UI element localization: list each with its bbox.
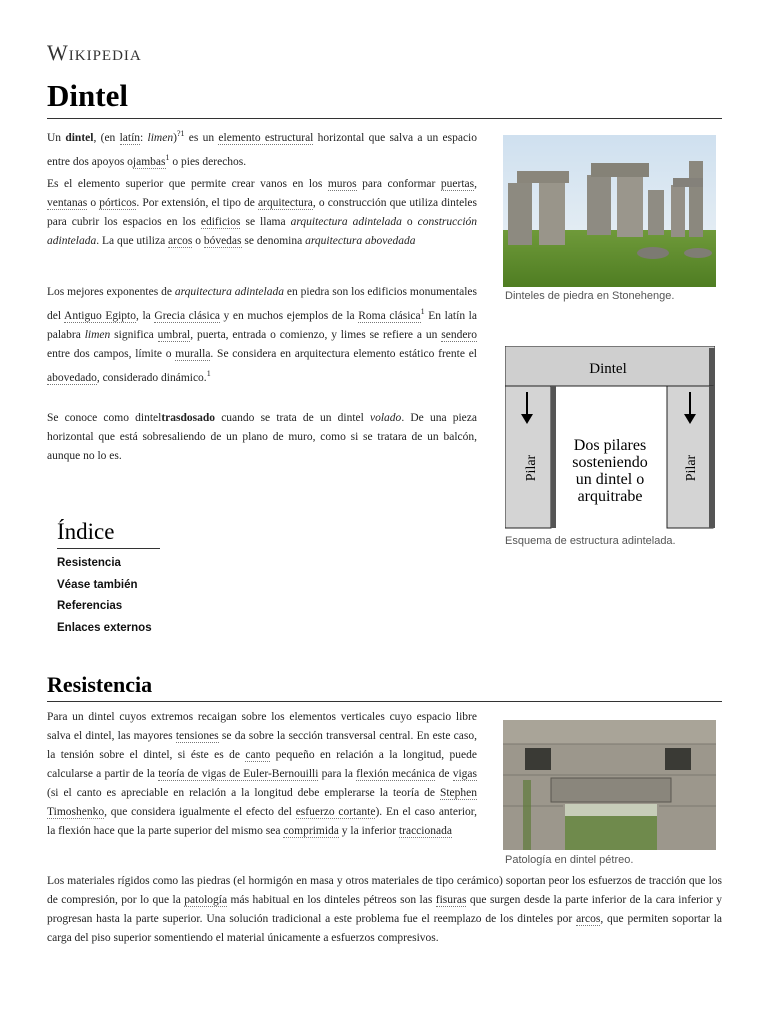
link-teoria-vigas[interactable]: teoría de vigas de Euler-Bernouilli xyxy=(158,768,319,780)
patologia-image[interactable] xyxy=(503,720,716,850)
link-porticos[interactable]: pórticos xyxy=(99,197,137,209)
link-comprimida[interactable]: comprimida xyxy=(283,825,339,837)
diagram-center-line-2: sosteniendo xyxy=(572,454,648,471)
link-traccionada[interactable]: traccionada xyxy=(398,825,452,837)
toc-divider xyxy=(57,548,160,549)
stonehenge-photo xyxy=(503,135,716,287)
lintel-diagram-figure xyxy=(505,346,715,530)
intro-paragraph-2: Es el elemento superior que permite crear vanos en los muros para conformar puertas, ventanas o pórticos. Por extensión, el tipo de arquitectura, o construcción que utiliza dinteles para cubrir los espacios en los edificios se llama arquitectura adintelada o construcción adintelada. La que utiliza arcos o bóvedas se denomina arquitectura abovedada xyxy=(47,178,478,247)
ref-2[interactable]: 1 xyxy=(165,152,170,162)
diagram-label-dintel: Dintel xyxy=(589,361,627,377)
page-title: Dintel xyxy=(47,78,128,113)
diagram-center-line-1: Dos pilares xyxy=(573,437,647,454)
link-grecia-clasica[interactable]: Grecia clásica xyxy=(154,309,220,322)
link-edificios[interactable]: edificios xyxy=(200,216,241,228)
link-canto[interactable]: canto xyxy=(245,749,271,761)
toc-title: Índice xyxy=(57,519,115,544)
toc-item-vease-tambien[interactable]: Véase también xyxy=(57,578,138,591)
wikipedia-logo[interactable]: Wikipedia xyxy=(47,40,142,65)
intro-paragraph-1: Un dintel, (en latín: limen)$^{?1}$ es un elemento estructural horizontal que salva a un espacio entre dos apoyos ojambas$^1$ o pies derechos. xyxy=(47,129,478,168)
link-jambas[interactable]: jambas xyxy=(132,155,166,168)
link-bovedas[interactable]: bóvedas xyxy=(203,235,242,247)
diagram-center-line-3: un dintel o xyxy=(575,471,645,488)
patologia-photo xyxy=(503,720,716,850)
resistencia-paragraph-1: Para un dintel cuyos extremos recaigan sobre los elementos verticales cuyo espacio libre salva el dintel, las mayores tensiones se da sobre la sección transversal central. En este caso, la tensión sobre el dintel, si éste es de canto pequeño en relación a la longitud, puede calcularse a partir de la teoría de vigas de Euler-Bernouilli para la flexión mecánica de vigas (si el canto es apreciable en relación a la longitud debe emplerarse la teoría de Stephen Timoshenko, que considera igualmente el efecto del esfuerzo cortante). En el caso anterior, la flexión hace que la parte superior del mismo sea comprimida y la inferior traccionada xyxy=(47,711,478,837)
link-arquitectura[interactable]: arquitectura xyxy=(257,197,313,209)
dintel-diagram[interactable] xyxy=(505,346,715,530)
patologia-caption: Patología en dintel pétreo. xyxy=(505,854,634,866)
link-antiguo-egipto[interactable]: Antiguo Egipto xyxy=(64,309,136,322)
diagram-caption: Esquema de estructura adintelada. xyxy=(505,535,676,547)
diagram-center-line-4: arquitrabe xyxy=(577,488,643,505)
link-tensiones[interactable]: tensiones xyxy=(175,730,219,742)
toc-item-enlaces-externos[interactable]: Enlaces externos xyxy=(57,621,152,634)
link-arcos[interactable]: arcos xyxy=(168,235,193,247)
link-patologia[interactable]: patología xyxy=(184,894,228,906)
link-flexion-mecanica[interactable]: flexión mecánica xyxy=(356,768,436,780)
title-divider xyxy=(47,118,722,119)
toc-list xyxy=(57,553,152,639)
ref-3[interactable]: 1 xyxy=(420,307,425,316)
link-umbral[interactable]: umbral xyxy=(157,328,191,341)
diagram-label-pilar-right: Pilar xyxy=(684,454,699,482)
stonehenge-image[interactable] xyxy=(503,135,716,287)
link-ventanas[interactable]: ventanas xyxy=(47,197,88,209)
resistencia-paragraph-2: Los materiales rígidos como las piedras (el hormigón en masa y otros materiales de tipo cerámico) soportan peor los esfuerzos de tracción que los de compresión, por lo que la patología más habitual en los dinteles pétreos son las fisuras que surgen desde la parte inferior de la cara inferior y progresan hasta la parte superior. Una solución tradicional a este problema fue el reemplazo de los dinteles por arcos, que permiten soportar la carga del piso superior somentiendo el material únicamente a esfuerzos compresivos. xyxy=(47,875,722,944)
link-roma-clasica[interactable]: Roma clásica xyxy=(358,309,421,322)
intro-paragraph-4: Se conoce como dinteltrasdosado cuando se trata de un dintel volado. De una pieza horizontal que está sobresaliendo de un plano de muro, como si se tratara de un balcón, aunque no lo es. xyxy=(47,412,477,462)
link-sendero[interactable]: sendero xyxy=(441,328,478,341)
toc-item-referencias[interactable]: Referencias xyxy=(57,600,123,612)
toc-item-resistencia[interactable]: Resistencia xyxy=(57,557,121,569)
link-arcos-2[interactable]: arcos xyxy=(576,913,601,925)
diagram-label-pilar-left: Pilar xyxy=(524,454,539,482)
ref-4[interactable]: 1 xyxy=(206,368,211,378)
link-muros[interactable]: muros xyxy=(327,178,357,190)
link-esfuerzo-cortante[interactable]: esfuerzo cortante xyxy=(295,806,376,818)
link-muralla[interactable]: muralla xyxy=(175,347,211,360)
link-elemento-estructural[interactable]: elemento estructural xyxy=(218,131,314,144)
link-latin[interactable]: latín xyxy=(119,131,141,144)
link-puertas[interactable]: puertas xyxy=(440,178,475,190)
link-timoshenko[interactable]: Stephen Timoshenko xyxy=(47,787,477,818)
link-fisuras[interactable]: fisuras xyxy=(435,894,467,906)
link-vigas[interactable]: vigas xyxy=(452,768,477,780)
stonehenge-caption: Dinteles de piedra en Stonehenge. xyxy=(505,290,675,302)
section-heading-resistencia: Resistencia xyxy=(47,672,153,697)
ref-1[interactable]: ?1 xyxy=(176,129,185,138)
intro-paragraph-3: Los mejores exponentes de arquitectura adintelada en piedra son los edificios monumentales del Antiguo Egipto, la Grecia clásica y en muchos ejemplos de la Roma clásica$^1$ En latín la palabra limen significa umbral, puerta, entrada o comienzo, y limes se refiere a un sendero entre dos campos, límite o muralla. Se considera en arquitectura elemento estático frente el abovedado, considerado dinámico.$^1$ xyxy=(47,286,478,384)
link-abovedado[interactable]: abovedado xyxy=(47,371,97,384)
section-divider xyxy=(47,701,722,702)
